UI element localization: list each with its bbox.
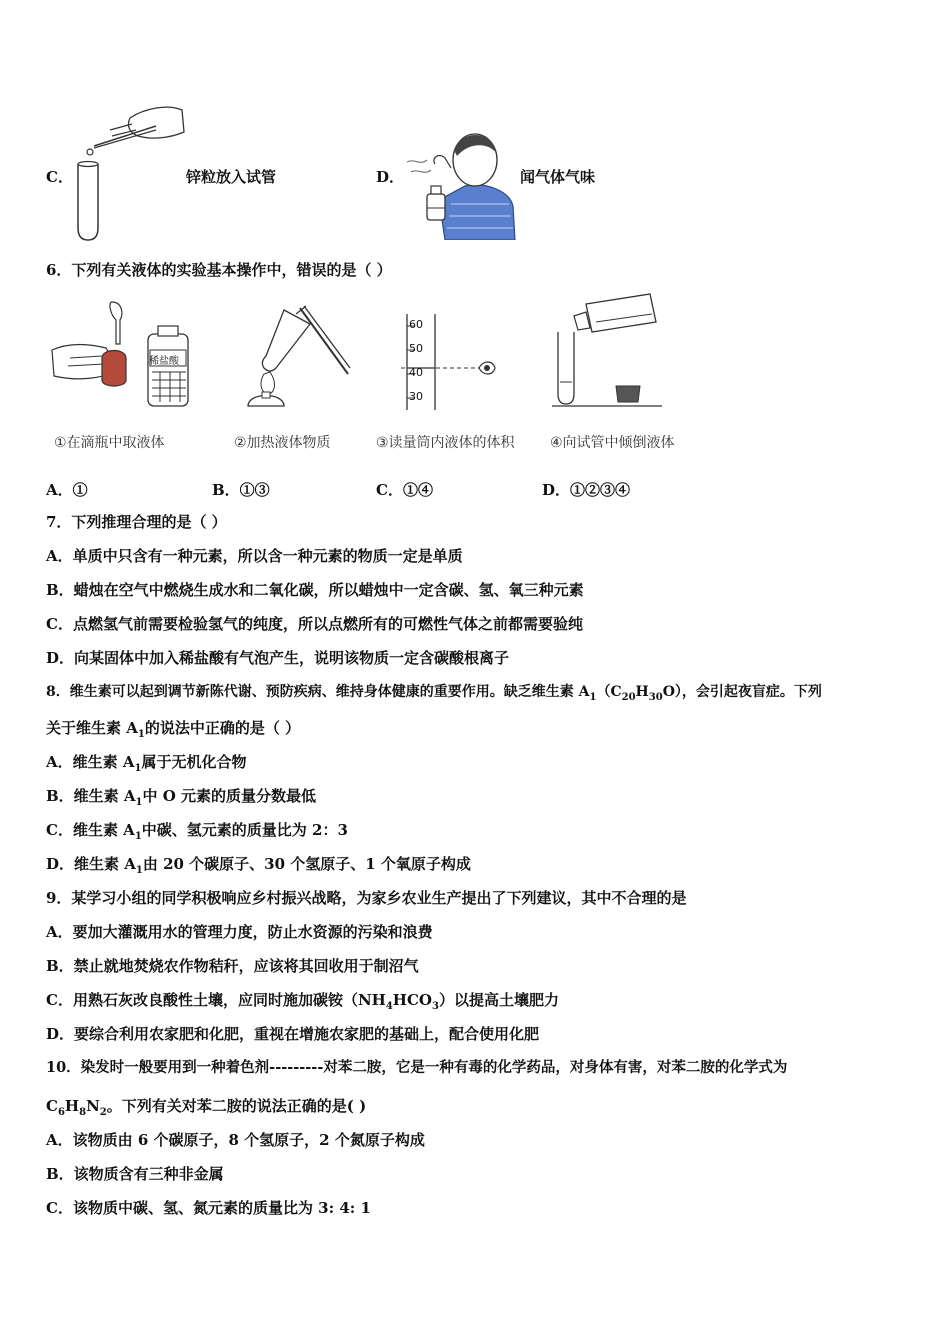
q6-option-c: C．①④ [376, 481, 433, 499]
q6-caption-3: ③读量筒内液体的体积 [376, 435, 515, 451]
q10-option-a: A．该物质由 6 个碳原子，8 个氢原子，2 个氮原子构成 [46, 1131, 425, 1149]
q10-stem-line-1: 10．染发时一般要用到一种着色剂---------对苯二胺，它是一种有毒的化学药品，对身体有害，对苯二胺的化学式为 [46, 1059, 788, 1076]
pouring-liquid-illustration [552, 290, 664, 410]
q6-option-b: B．①③ [212, 481, 270, 499]
q6-option-d: D．①②③④ [542, 481, 631, 499]
cylinder-tick-40: 40 [409, 366, 423, 379]
q10-option-b: B．该物质含有三种非金属 [46, 1165, 224, 1183]
q5-option-c-caption: 锌粒放入试管 [186, 168, 277, 186]
q8-option-d: D．维生素 $A_1$由 20 个碳原子、30 个氢原子、1 个氧原子构成 [46, 855, 471, 876]
q10-option-c: C．该物质中碳、氢、氮元素的质量比为 3: 4: 1 [46, 1199, 371, 1217]
q7-option-d: D．向某固体中加入稀盐酸有气泡产生，说明该物质一定含碳酸根离子 [46, 649, 510, 667]
q7-option-b: B．蜡烛在空气中燃烧生成水和二氧化碳，所以蜡烛中一定含碳、氢、氧三种元素 [46, 581, 584, 599]
q10-stem-line-2: $C_6H_8N_2$。下列有关对苯二胺的说法正确的是( ) [46, 1097, 367, 1118]
q6-caption-1: ①在滴瓶中取液体 [54, 435, 165, 451]
q9-stem: 9．某学习小组的同学积极响应乡村振兴战略，为家乡农业生产提出了下列建议，其中不合理的是 [46, 889, 687, 907]
q5-option-d-letter: D． [376, 168, 405, 186]
q9-option-b: B．禁止就地焚烧农作物秸秆，应该将其回收用于制沼气 [46, 957, 419, 975]
q8-option-a: A．维生素 $A_1$属于无机化合物 [46, 753, 247, 774]
smelling-gas-illustration [405, 124, 517, 240]
bottle-label: 稀盐酸 [149, 356, 179, 367]
q7-option-a: A．单质中只含有一种元素，所以含一种元素的物质一定是单质 [46, 547, 463, 565]
q9-option-d: D．要综合利用农家肥和化肥，重视在增施农家肥的基础上，配合使用化肥 [46, 1025, 540, 1043]
q8-option-c: C．维生素 $A_1$中碳、氢元素的质量比为 2：3 [46, 821, 348, 842]
q5-option-d-caption: 闻气体气味 [520, 168, 596, 186]
q6-stem: 6．下列有关液体的实验基本操作中，错误的是（ ） [46, 261, 392, 279]
q7-option-c: C．点燃氢气前需要检验氢气的纯度，所以点燃所有的可燃性气体之前都需要验纯 [46, 615, 583, 633]
q5-option-c-letter: C． [46, 168, 73, 186]
q8-stem-line-1: 8．维生素可以起到调节新陈代谢、预防疾病、维持身体健康的重要作用。缺乏维生素 $A_1(C_{20}H_{30}O)$，会引起夜盲症。下列 [46, 684, 822, 703]
zinc-into-test-tube-illustration [70, 100, 190, 242]
q6-caption-4: ④向试管中倾倒液体 [550, 435, 675, 451]
cylinder-tick-30: 30 [409, 390, 423, 403]
q8-stem-line-2: 关于维生素 $A_1$的说法中正确的是（ ） [46, 719, 301, 740]
q7-stem: 7．下列推理合理的是（ ） [46, 513, 227, 531]
q6-caption-2: ②加热液体物质 [234, 435, 331, 451]
cylinder-tick-50: 50 [409, 342, 423, 355]
q9-option-c: C．用熟石灰改良酸性土壤，应同时施加碳铵$(NH_4HCO_3)$以提高土壤肥力 [46, 991, 559, 1012]
q9-option-a: A．要加大灌溉用水的管理力度，防止水资源的污染和浪费 [46, 923, 433, 941]
q6-option-a: A．① [46, 481, 88, 499]
cylinder-tick-60: 60 [409, 318, 423, 331]
heating-liquid-illustration [240, 302, 352, 412]
q8-option-b: B．维生素 $A_1$中 O 元素的质量分数最低 [46, 787, 317, 808]
